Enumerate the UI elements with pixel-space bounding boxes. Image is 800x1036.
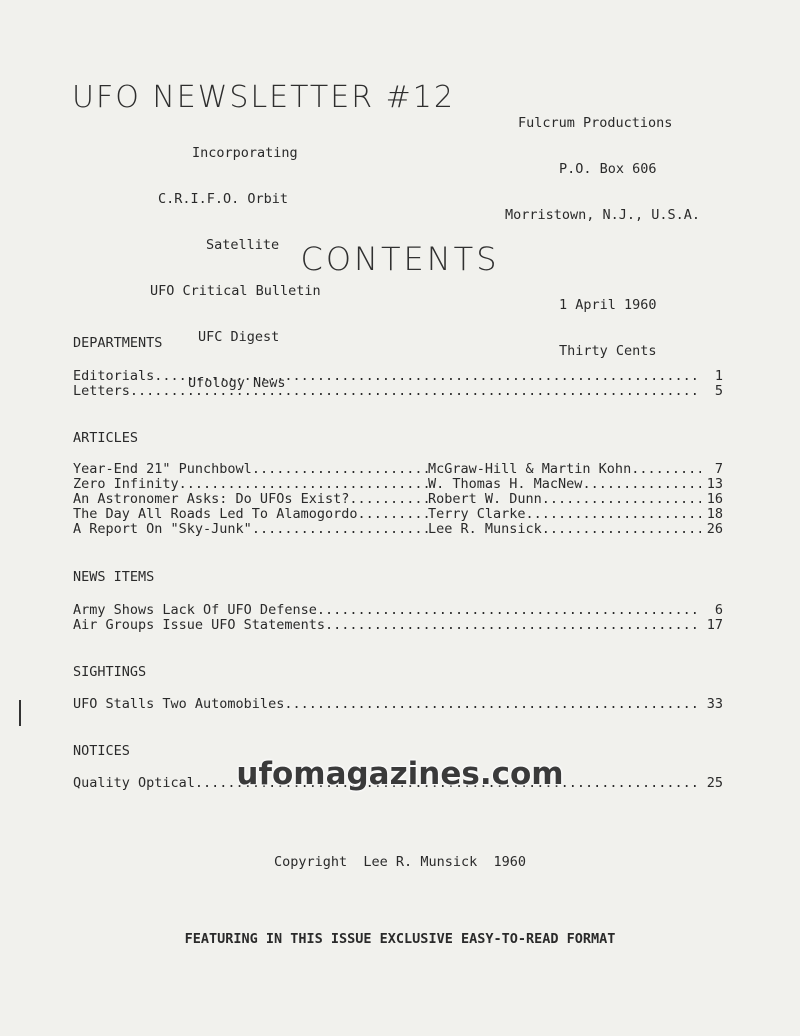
toc-entry-author: McGraw-Hill & Martin Kohn [428, 461, 632, 477]
toc-entry[interactable] [73, 477, 723, 492]
toc-entry-title: Army Shows Lack Of UFO Defense [73, 602, 317, 618]
dot-leader [582, 477, 701, 492]
toc-entry-title: The Day All Roads Led To Alamogordo [73, 506, 358, 522]
toc-entry-page: 26 [706, 521, 723, 537]
toc-entry-title: A Report On "Sky-Junk" [73, 521, 252, 537]
margin-mark [19, 700, 21, 726]
toc-entry-title: Quality Optical [73, 775, 195, 791]
publisher-name: Fulcrum Productions [518, 115, 673, 131]
section-heading-articles: ARTICLES [73, 430, 139, 446]
section-heading-sightings: SIGHTINGS [73, 664, 147, 680]
toc-entry[interactable] [73, 618, 723, 633]
toc-entry-page: 6 [714, 602, 723, 618]
dot-leader [154, 369, 701, 384]
dot-leader [357, 507, 428, 522]
section-heading-news-items: NEWS ITEMS [73, 569, 155, 585]
toc-entry-author: Lee R. Munsick [428, 521, 542, 537]
toc-entry-author: Terry Clarke [428, 506, 526, 522]
dot-leader [179, 477, 428, 492]
dot-leader [325, 618, 701, 633]
toc-entry[interactable] [73, 507, 723, 522]
toc-entry[interactable] [73, 369, 723, 384]
copyright-line: Copyright Lee R. Munsick 1960 [274, 854, 526, 870]
toc-entry-page: 13 [706, 476, 723, 492]
incorporated-title: Ufology News [188, 375, 286, 391]
incorporating-label: Incorporating [192, 145, 298, 161]
toc-entry-page: 16 [706, 491, 723, 507]
toc-entry-page: 33 [706, 696, 723, 712]
toc-entry-page: 25 [706, 775, 723, 791]
toc-entry-title: Zero Infinity [73, 476, 179, 492]
site-watermark: ufomagazines.com [236, 756, 564, 792]
dot-leader [284, 697, 701, 712]
dot-leader [317, 603, 701, 618]
toc-entry-title: Letters [73, 383, 130, 399]
toc-entry[interactable] [73, 384, 723, 399]
toc-entry-author: Robert W. Dunn [428, 491, 542, 507]
toc-entry-title: An Astronomer Asks: Do UFOs Exist? [73, 491, 350, 507]
toc-entry-title: Editorials [73, 368, 155, 384]
toc-entry-page: 5 [714, 383, 723, 399]
dot-leader [542, 522, 701, 537]
section-heading-departments: DEPARTMENTS [73, 335, 163, 351]
dot-leader [526, 507, 701, 522]
toc-entry[interactable] [73, 603, 723, 618]
dot-leader [542, 492, 701, 507]
featuring-line: FEATURING IN THIS ISSUE EXCLUSIVE EASY-TO-READ FORMAT [184, 931, 616, 947]
toc-entry[interactable] [73, 522, 723, 537]
issue-date: 1 April 1960 [559, 297, 657, 313]
toc-entry-page: 1 [714, 368, 723, 384]
toc-entry-title: Air Groups Issue UFO Statements [73, 617, 325, 633]
toc-entry-page: 18 [706, 506, 723, 522]
section-heading-notices: NOTICES [73, 743, 130, 759]
dot-leader [252, 462, 428, 477]
incorporated-title: C.R.I.F.O. Orbit [158, 191, 289, 207]
dot-leader [349, 492, 428, 507]
publisher-address: P.O. Box 606 [559, 161, 657, 177]
dot-leader [130, 384, 701, 399]
toc-entry-title: Year-End 21" Punchbowl [73, 461, 252, 477]
publisher-city: Morristown, N.J., U.S.A. [505, 207, 701, 223]
dot-leader [631, 462, 701, 477]
toc-entry-title: UFO Stalls Two Automobiles [73, 696, 285, 712]
issue-price: Thirty Cents [559, 343, 657, 359]
toc-entry-author: W. Thomas H. MacNew [428, 476, 583, 492]
incorporated-title: UFC Digest [198, 329, 280, 345]
dot-leader [252, 522, 428, 537]
newsletter-title: UFO NEWSLETTER #12 [72, 80, 455, 115]
toc-entry[interactable] [73, 697, 723, 712]
incorporated-title: Satellite [206, 237, 280, 253]
toc-entry[interactable] [73, 492, 723, 507]
contents-heading: CONTENTS [300, 240, 500, 278]
toc-entry[interactable] [73, 462, 723, 477]
toc-entry-page: 7 [714, 461, 723, 477]
toc-entry-page: 17 [706, 617, 723, 633]
publisher-block [505, 86, 700, 390]
incorporated-title: UFO Critical Bulletin [150, 283, 321, 299]
